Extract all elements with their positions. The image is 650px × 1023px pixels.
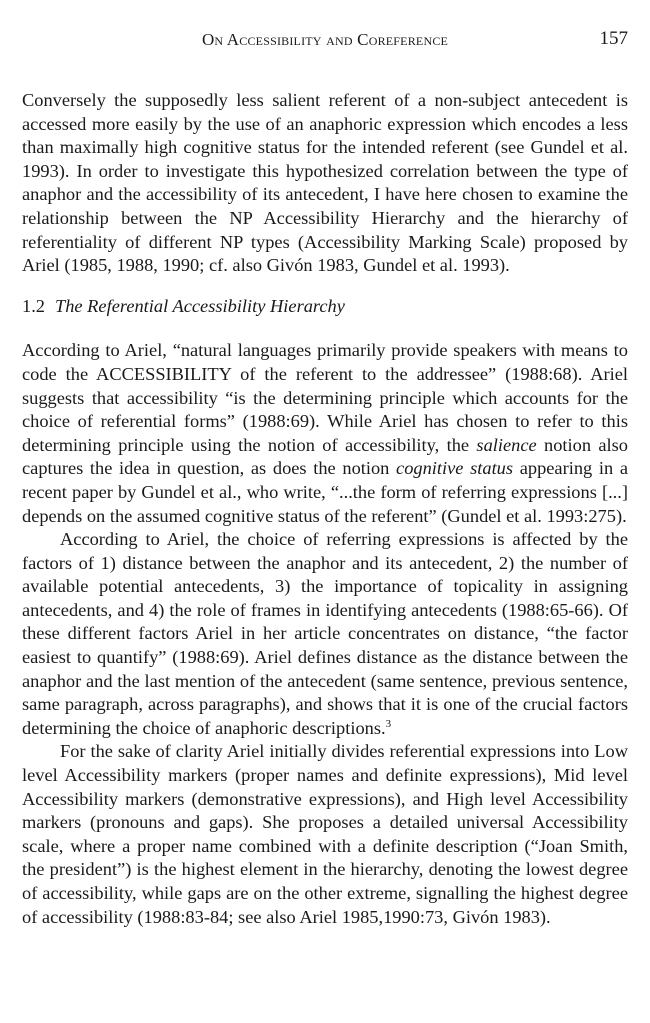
body-paragraph-3 <box>22 528 628 740</box>
paragraph-2-text-2: notion also captures the idea in question, as does the notion <box>22 434 629 479</box>
running-title: On Accessibility and Coreference <box>201 30 449 49</box>
running-head <box>22 0 628 58</box>
body-paragraph-2 <box>22 339 628 528</box>
paragraph-3-text: According to Ariel, the choice of referring expressions is affected by the factors of 1) distance between the anaphor and its antecedent, 2) the number of available potential antecedents, 3) the importance of topicality in assigning antecedents, and 4) the role of frames in identifying antecedents (1988:65-66). Of these different factors Ariel in her article concentrates on distance, “the factor easiest to quantify” (1988:69). Ariel defines distance as the distance between the anaphor and the last mention of the antecedent (same sentence, previous sentence, same paragraph, across paragraphs), and shows that it is one of the crucial factors determining the choice of anaphoric descriptions. <box>22 529 628 738</box>
footnote-marker[interactable]: 3 <box>385 717 392 730</box>
section-heading <box>22 295 628 319</box>
paragraph-2-text-3: appearing in a recent paper by Gundel et al., who write, “...the form of referring expressions [...] depends on the assumed cognitive status of the referent” (Gundel et al. 1993:275). <box>22 458 629 526</box>
book-page <box>22 0 628 929</box>
section-title: The Referential Accessibility Hierarchy <box>55 295 345 316</box>
body-paragraph-4: For the sake of clarity Ariel initially divides referential expressions into Low level Accessibility markers (proper names and definite expressions), Mid level Accessibility markers (demonstrative expressions), and High level Accessibility markers (pronouns and gaps). She proposes a detailed universal Accessibility scale, where a proper name combined with a definite description (“Joan Smith, the president”) is the highest element in the hierarchy, denoting the lowest degree of accessibility, while gaps are on the other extreme, signalling the highest degree of accessibility (1988:83-84; see also Ariel 1985,1990:73, Givón 1983). <box>22 741 628 927</box>
paragraph-2-text-1: According to Ariel, “natural languages primarily provide speakers with means to code the ACCESSIBILITY of the referent to the addressee” (1988:68). Ariel suggests that accessibility “is the determining principle which accounts for the choice of referential forms” (1988:69). While Ariel has chosen to refer to this determining principle using the notion of accessibility, the <box>22 340 628 455</box>
section-number: 1.2 <box>22 295 45 316</box>
italic-term-salience: salience <box>476 434 537 455</box>
body-paragraph-1: Conversely the supposedly less salient referent of a non-subject antecedent is accessed more easily by the use of an anaphoric expression which encodes a less than maximally high cognitive status for the intended referent (see Gundel et al. 1993). In order to investigate this hypothesized correlation between the type of anaphor and the accessibility of its antecedent, I have here chosen to examine the relationship between the NP Accessibility Hierarchy and the hierarchy of referentiality of different NP types (Accessibility Marking Scale) proposed by Ariel (1985, 1988, 1990; cf. also Givón 1983, Gundel et al. 1993). <box>22 90 628 276</box>
italic-term-cognitive-status: cognitive status <box>396 458 514 479</box>
page-number: 157 <box>599 28 628 49</box>
